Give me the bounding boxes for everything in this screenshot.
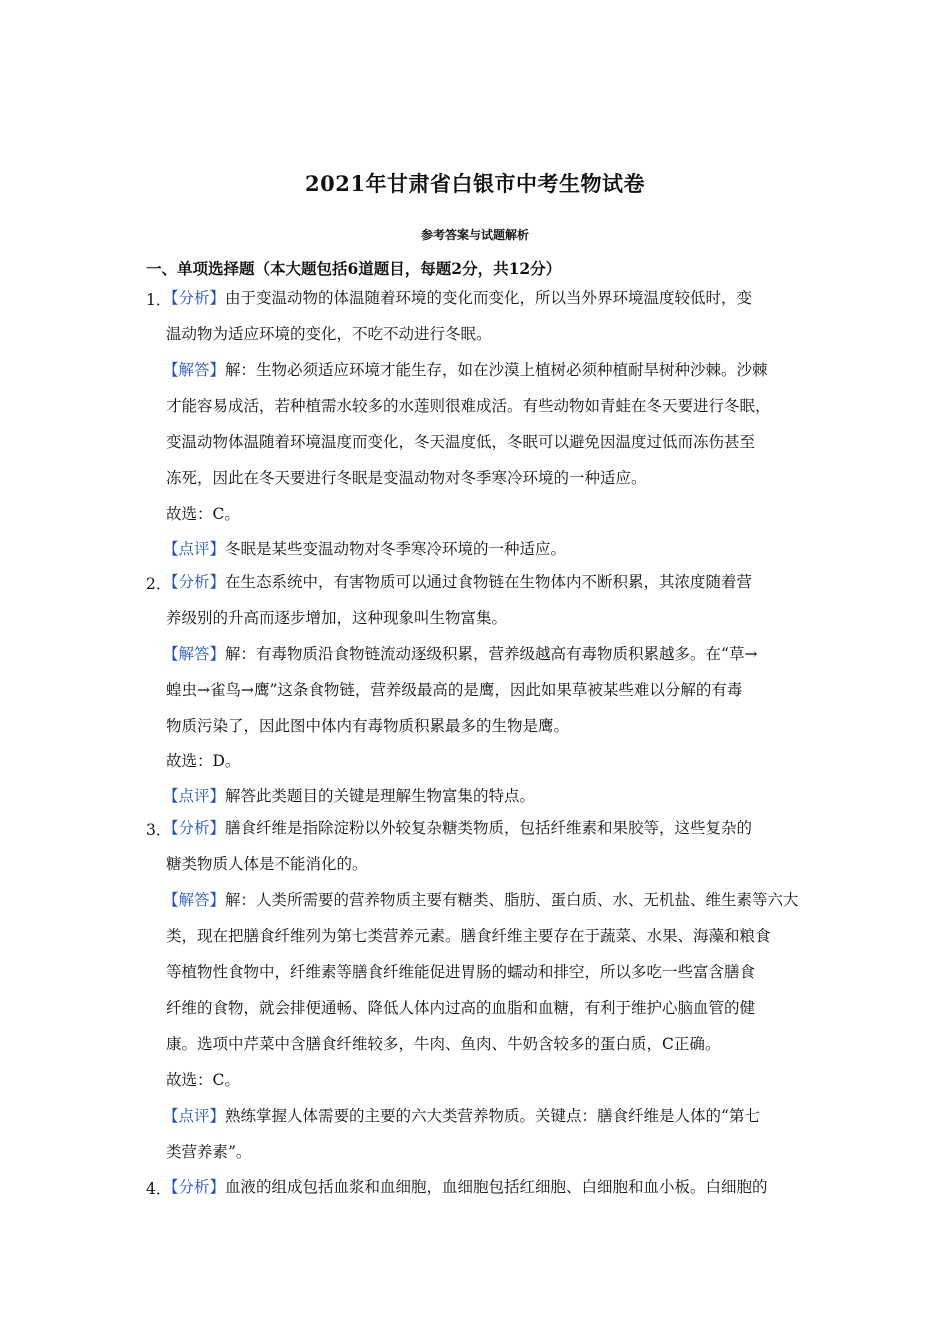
answer-line: 【解答】解：生物必须适应环境才能生存，如在沙漠上植树必须种植耐旱树种沙棘。沙棘 bbox=[163, 361, 768, 379]
comment-tag: 【点评】 bbox=[163, 787, 226, 805]
answer-line: 类，现在把膳食纤维列为第七类营养元素。膳食纤维主要存在于蔬菜、水果、海藻和粮食 bbox=[166, 927, 771, 945]
analysis-tag: 【分析】 bbox=[163, 819, 226, 837]
analysis-line: 【分析】由于变温动物的体温随着环境的变化而变化，所以当外界环境温度较低时，变 bbox=[163, 289, 753, 307]
document-title: 2021年甘肃省白银市中考生物试卷 bbox=[305, 171, 645, 196]
analysis-tag: 【分析】 bbox=[163, 573, 226, 591]
document-subtitle: 参考答案与试题解析 bbox=[420, 228, 529, 242]
answer-tag: 【解答】 bbox=[163, 891, 226, 909]
answer-tag: 【解答】 bbox=[163, 361, 226, 379]
analysis-line: 糖类物质人体是不能消化的。 bbox=[166, 855, 368, 873]
choice-line: 故选：C。 bbox=[166, 1071, 240, 1089]
question-number: 4． bbox=[146, 1180, 172, 1198]
question-number: 1． bbox=[146, 291, 172, 309]
comment-line: 【点评】熟练掌握人体需要的主要的六大类营养物质。关键点：膳食纤维是人体的“第七 bbox=[163, 1107, 760, 1125]
comment-line: 【点评】冬眠是某些变温动物对冬季寒冷环境的一种适应。 bbox=[163, 540, 567, 558]
comment-tag: 【点评】 bbox=[163, 1107, 226, 1125]
choice-line: 故选：D。 bbox=[166, 752, 241, 770]
comment-line: 【点评】解答此类题目的关键是理解生物富集的特点。 bbox=[163, 787, 536, 805]
answer-line: 纤维的食物，就会排便通畅、降低人体内过高的血脂和血糖，有利于维护心脑血管的健 bbox=[166, 999, 756, 1017]
analysis-tag: 【分析】 bbox=[163, 1178, 226, 1196]
answer-line: 才能容易成活，若种植需水较多的水莲则很难成活。有些动物如青蛙在冬天要进行冬眠， bbox=[166, 397, 771, 415]
answer-line: 【解答】解：有毒物质沿食物链流动逐级积累，营养级越高有毒物质积累越多。在“草→ bbox=[163, 645, 758, 663]
choice-line: 故选：C。 bbox=[166, 505, 240, 523]
analysis-line: 养级别的升高而逐步增加，这种现象叫生物富集。 bbox=[166, 609, 508, 627]
answer-line: 【解答】解：人类所需要的营养物质主要有糖类、脂肪、蛋白质、水、无机盐、维生素等六大 bbox=[163, 891, 799, 909]
analysis-tag: 【分析】 bbox=[163, 289, 226, 307]
comment-line: 类营养素”。 bbox=[166, 1143, 252, 1161]
answer-line: 物质污染了，因此图中体内有毒物质积累最多的生物是鹰。 bbox=[166, 717, 570, 735]
section-heading: 一、单项选择题（本大题包括6道题目，每题2分，共12分） bbox=[146, 259, 562, 278]
analysis-line: 【分析】膳食纤维是指除淀粉以外较复杂糖类物质，包括纤维素和果胶等，这些复杂的 bbox=[163, 819, 753, 837]
answer-tag: 【解答】 bbox=[163, 645, 226, 663]
question-number: 2． bbox=[146, 575, 172, 593]
question-number: 3． bbox=[146, 821, 172, 839]
answer-line: 蝗虫→雀鸟→鹰”这条食物链，营养级最高的是鹰，因此如果草被某些难以分解的有毒 bbox=[166, 681, 743, 699]
analysis-line: 【分析】血液的组成包括血浆和血细胞，血细胞包括红细胞、白细胞和血小板。白细胞的 bbox=[163, 1178, 768, 1196]
answer-line: 冻死，因此在冬天要进行冬眠是变温动物对冬季寒冷环境的一种适应。 bbox=[166, 469, 647, 487]
answer-line: 等植物性食物中，纤维素等膳食纤维能促进胃肠的蠕动和排空，所以多吃一些富含膳食 bbox=[166, 963, 756, 981]
analysis-line: 【分析】在生态系统中，有害物质可以通过食物链在生物体内不断积累，其浓度随着营 bbox=[163, 573, 753, 591]
comment-tag: 【点评】 bbox=[163, 540, 226, 558]
answer-line: 变温动物体温随着环境温度而变化，冬天温度低，冬眠可以避免因温度过低而冻伤甚至 bbox=[166, 433, 756, 451]
answer-line: 康。选项中芹菜中含膳食纤维较多，牛肉、鱼肉、牛奶含较多的蛋白质，C正确。 bbox=[166, 1035, 721, 1053]
analysis-line: 温动物为适应环境的变化，不吃不动进行冬眠。 bbox=[166, 325, 492, 343]
